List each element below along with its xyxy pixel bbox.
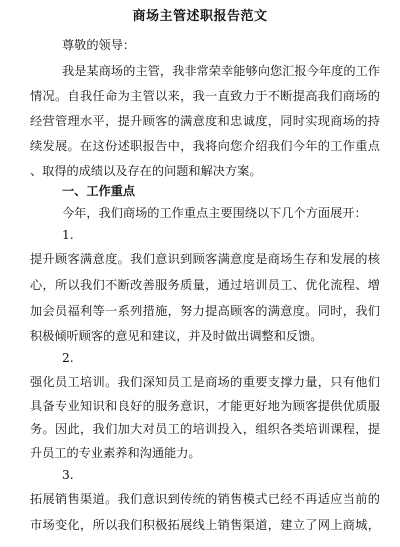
item-line: 加会员福利等一系列措施，努力提高顾客的满意度。同时，我们 xyxy=(30,304,380,318)
item-number: 1. xyxy=(62,228,74,242)
section-intro: 今年，我们商场的工作重点主要围绕以下几个方面展开： xyxy=(62,206,367,220)
item-line: 积极倾听顾客的意见和建议，并及时做出调整和反馈。 xyxy=(30,329,323,343)
item-line: 务。因此，我们加大对员工的培训投入，组织各类培训课程，提 xyxy=(30,422,380,436)
item-line: 升员工的专业素养和沟通能力。 xyxy=(30,446,201,460)
intro-line: 、取得的成绩以及存在的问题和解决方案。 xyxy=(30,164,262,178)
intro-line: 情况。自我任命为主管以来，我一直致力于不断提高我们商场的 xyxy=(30,89,380,103)
item-line: 市场变化，所以我们积极拓展线上销售渠道，建立了网上商城， xyxy=(30,518,380,532)
intro-line: 我是某商场的主管，我非常荣幸能够向您汇报今年度的工作 xyxy=(62,64,380,78)
item-number: 2. xyxy=(62,351,74,365)
item-line: 具备专业知识和良好的服务意识，才能更好地为顾客提供优质服 xyxy=(30,399,380,413)
salutation: 尊敬的领导： xyxy=(62,38,136,52)
section-heading: 一、工作重点 xyxy=(62,184,136,198)
document-title: 商场主管述职报告范文 xyxy=(132,9,268,24)
item-line: 心，所以我们不断改善服务质量，通过培训员工、优化流程、增 xyxy=(30,278,380,292)
intro-line: 续发展。在这份述职报告中，我将向您介绍我们今年的工作重点 xyxy=(30,139,380,153)
item-line: 强化员工培训。我们深知员工是商场的重要支撑力量，只有他们 xyxy=(30,375,380,389)
intro-line: 经营管理水平，提升顾客的满意度和忠诚度，同时实现商场的持 xyxy=(30,114,380,128)
item-number: 3. xyxy=(62,468,74,482)
item-line: 拓展销售渠道。我们意识到传统的销售模式已经不再适应当前的 xyxy=(30,492,380,506)
item-line: 提升顾客满意度。我们意识到顾客满意度是商场生存和发展的核 xyxy=(30,252,380,266)
